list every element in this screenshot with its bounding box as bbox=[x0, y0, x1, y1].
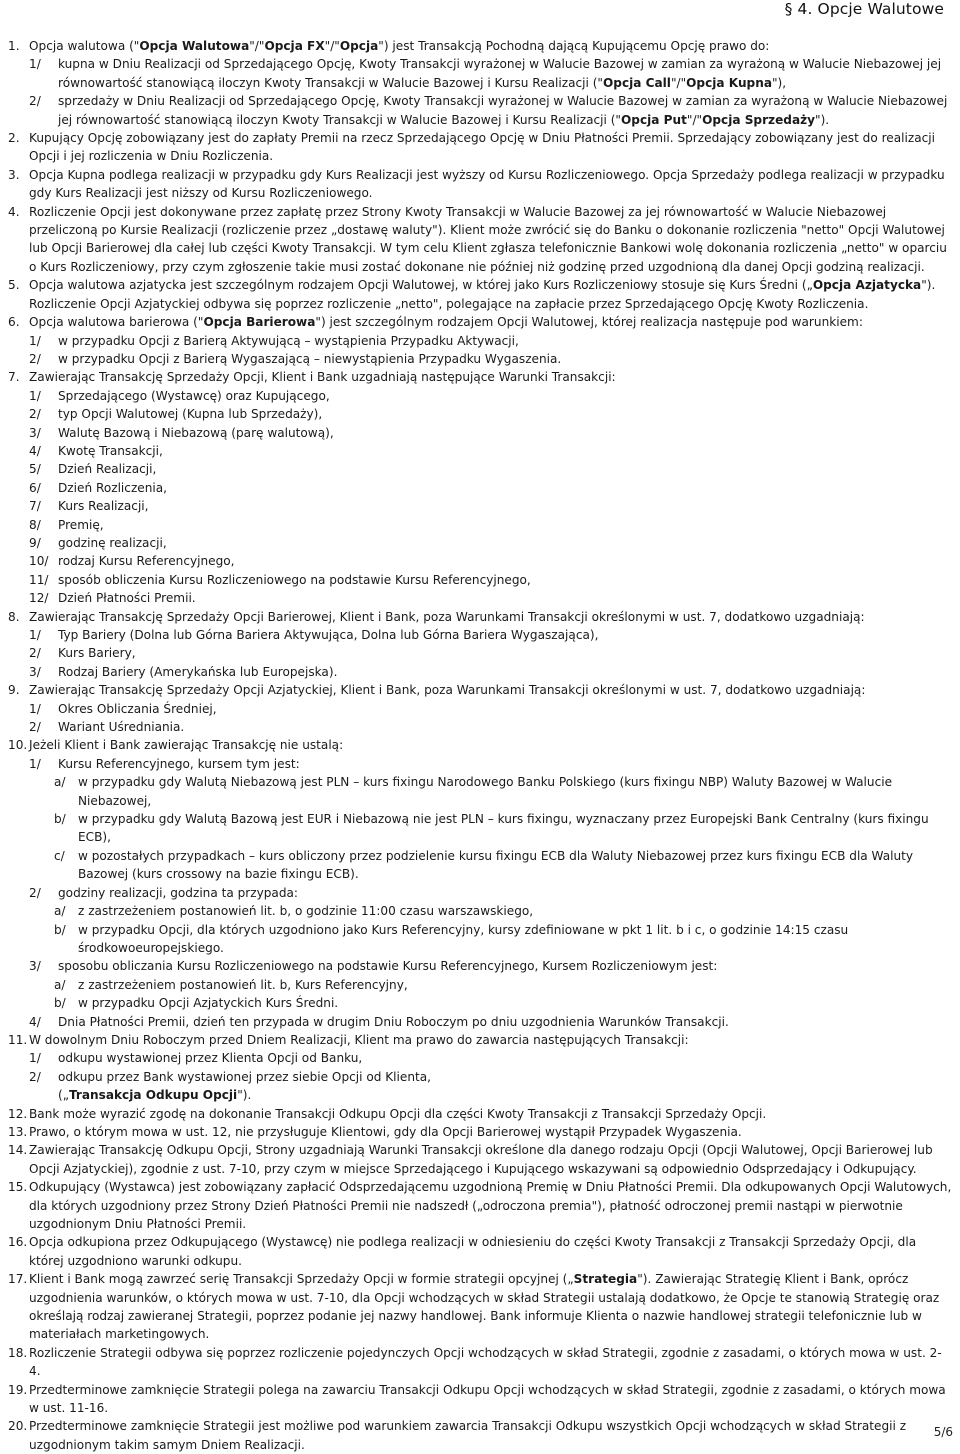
list-item: 1/ w przypadku Opcji z Barierą Aktywującą – wystąpienia Przypadku Aktywacji, bbox=[29, 333, 519, 348]
list-item: 4/ Dnia Płatności Premii, dzień ten przypada w drugim Dniu Roboczym po dniu uzgodnienia Warunków Transakcji. bbox=[29, 1014, 729, 1029]
list-item: 5/ Dzień Realizacji, bbox=[29, 462, 157, 477]
paragraph-16: 16. Opcja odkupiona przez Odkupującego (Wystawcę) nie podlega realizacji w odniesieniu do części Kwoty Transakcji z Transakcji Sprzedaży Opcji, dla której uzgodniono warunki odkupu. bbox=[8, 1235, 917, 1268]
sub-list-item: b/ w przypadku Opcji Azjatyckich Kurs Średni. bbox=[54, 996, 339, 1011]
list-item: 2/ Kurs Bariery, bbox=[29, 646, 136, 661]
paragraph-1-item-1: 1/ kupna w Dniu Realizacji od Sprzedającego Opcję, Kwoty Transakcji wyrażonej w Walucie Bazowej w zamian za wyrażoną w Walucie Niebazowej jej równowartość stanowiącą iloczyn Kwoty Transakcji w Walucie Bazowej i Kursu Realizacji ("Opcja Call"/"Opcja Kupna"), bbox=[29, 57, 942, 90]
list-item: 10/ rodzaj Kursu Referencyjnego, bbox=[29, 554, 235, 569]
list-item: 1/ Typ Bariery (Dolna lub Górna Bariera Aktywująca, Dolna lub Górna Bariera Wygaszająca), bbox=[29, 628, 599, 642]
list-item: 12/ Dzień Płatności Premii. bbox=[29, 591, 196, 606]
list-item: 3/ Walutę Bazową i Niebazową (parę walutową), bbox=[29, 425, 334, 440]
paragraph-6: 6. Opcja walutowa barierowa ("Opcja Barierowa") jest szczególnym rodzajem Opcji Walutowej, której realizacja następuje pod warunkiem: bbox=[8, 315, 863, 330]
list-item: 1/ Kursu Referencyjnego, kursem tym jest: bbox=[29, 756, 300, 771]
paragraph-10: 10. Jeżeli Klient i Bank zawierając Transakcję nie ustalą: bbox=[8, 738, 344, 753]
list-item: 6/ Dzień Rozliczenia, bbox=[29, 480, 168, 495]
sub-list-item: c/ w pozostałych przypadkach – kurs obliczony przez podzielenie kursu fixingu ECB dla Waluty Niebazowej przez kurs fixingu ECB dla Waluty Bazowej (kurs crossowy na bazie fixingu ECB). bbox=[54, 848, 914, 882]
paragraph-12: 12. Bank może wyrazić zgodę na dokonanie Transakcji Odkupu Opcji dla części Kwoty Transakcji z Transakcji Sprzedaży Opcji. bbox=[8, 1106, 767, 1121]
list-item: 8/ Premię, bbox=[29, 517, 104, 532]
paragraph-8: 8. Zawierając Transakcję Sprzedaży Opcji Barierowej, Klient i Bank, poza Warunkami Transakcji określonymi w ust. 7, dodatkowo uzgadniają: bbox=[8, 609, 865, 624]
paragraph-14: 14. Zawierając Transakcję Odkupu Opcji, Strony uzgadniają Warunki Transakcji określone dla danego rodzaju Opcji (Opcji Walutowej, Opcji Barierowej lub Opcji Azjatyckiej), zgodnie z ust. 7-10, przy czym w miejsce Sprzedającego i Kupującego wskazywani są odpowiednio Odsprzedający i Odkupujący. bbox=[8, 1143, 933, 1176]
list-item: 2/ typ Opcji Walutowej (Kupna lub Sprzedaży), bbox=[29, 407, 323, 422]
paragraph-5: 5. Opcja walutowa azjatycka jest szczególnym rodzajem Opcji Walutowej, w której jako Kurs Rozliczeniowy stosuje się Kurs Średni („Opcja Azjatycka"). Rozliczenie Opcji Azjatyckiej odbywa się poprzez rozliczenie „netto", polegające na zapłacie przez Sprzedającego Opcję Kwoty Rozliczenia. bbox=[8, 278, 936, 311]
paragraph-1: 1. Opcja walutowa ("Opcja Walutowa"/"Opcja FX"/"Opcja") jest Transakcją Pochodną dającą Kupującemu Opcję prawo do: bbox=[8, 37, 953, 55]
list-item: 2/ Wariant Uśredniania. bbox=[29, 720, 185, 735]
paragraph-13: 13. Prawo, o którym mowa w ust. 12, nie przysługuje Klientowi, gdy dla Opcji Barierowej wystąpił Przypadek Wygaszenia. bbox=[8, 1124, 742, 1139]
paragraph-9: 9. Zawierając Transakcję Sprzedaży Opcji Azjatyckiej, Klient i Bank, poza Warunkami Transakcji określonymi w ust. 7, dodatkowo uzgadniają: bbox=[8, 683, 866, 698]
list-item: 3/ Rodzaj Bariery (Amerykańska lub Europejska). bbox=[29, 664, 338, 679]
paragraph-7: 7. Zawierając Transakcję Sprzedaży Opcji, Klient i Bank uzgadniają następujące Warunki Transakcji: bbox=[8, 370, 616, 385]
list-item: 9/ godzinę realizacji, bbox=[29, 535, 167, 550]
paragraph-18: 18. Rozliczenie Strategii odbywa się poprzez rozliczenie pojedynczych Opcji wchodzących w skład Strategii, zgodnie z zasadami, o których mowa w ust. 2-4. bbox=[8, 1345, 942, 1379]
sub-list-item: a/ w przypadku gdy Walutą Niebazową jest PLN – kurs fixingu Narodowego Banku Polskiego (kurs fixingu NBP) Waluty Bazowej w Walucie Niebazowej, bbox=[54, 775, 893, 808]
list-item: 1/ Sprzedającego (Wystawcę) oraz Kupującego, bbox=[29, 388, 330, 403]
list-item: 4/ Kwotę Transakcji, bbox=[29, 443, 163, 458]
list-item: 7/ Kurs Realizacji, bbox=[29, 499, 149, 514]
sub-list-item: a/ z zastrzeżeniem postanowień lit. b, Kurs Referencyjny, bbox=[54, 977, 408, 992]
section-title: § 4. Opcje Walutowe bbox=[784, 0, 944, 18]
list-item: 2/ godziny realizacji, godzina ta przypada: bbox=[29, 885, 299, 900]
paragraph-17: 17. Klient i Bank mogą zawrzeć serię Transakcji Sprzedaży Opcji w formie strategii opcyjnej („Strategia"). Zawierając Strategię Klient i Bank, oprócz uzgodnienia warunków, o których mowa w ust. 7-10, dla Opcji wchodzących w skład Strategii ustalają dodatkowo, że Opcje te stanowią Strategię oraz określają rodzaj zawieranej Strategii, poprzez podanie jej nazwy handlowej. Bank informuje Klienta o nazwie handlowej strategii telefonicznie lub w materiałach marketingowych. bbox=[8, 1272, 940, 1342]
paragraph-15: 15. Odkupujący (Wystawca) jest zobowiązany zapłacić Odsprzedającemu uzgodnioną Premię w Dniu Płatności Premii. Dla odkupowanych Opcji Walutowych, dla których uzgodniony przez Strony Dzień Płatności Premii nie nadszedł („odroczona premia"), płatność odroczonej premii nastąpi w pierwotnie uzgodnionym Dniu Płatności Premii. bbox=[8, 1180, 952, 1231]
list-item: 2/ odkupu przez Bank wystawionej przez siebie Opcji od Klienta, („Transakcja Odkupu Opcji"). bbox=[29, 1069, 432, 1103]
list-item: 3/ sposobu obliczania Kursu Rozliczeniowego na podstawie Kursu Referencyjnego, Kursem Rozliczeniowym jest: bbox=[29, 959, 718, 974]
paragraph-2: 2. Kupujący Opcję zobowiązany jest do zapłaty Premii na rzecz Sprzedającego Opcję w Dniu Płatności Premii. Sprzedający zobowiązany jest do realizacji Opcji i jej rozliczenia w Dniu Rozliczenia. bbox=[8, 131, 936, 164]
sub-list-item: b/ w przypadku Opcji, dla których uzgodniono jako Kurs Referencyjny, kursy zdefiniowane w pkt 1 lit. b i c, o godzinie 14:15 czasu środkowoeuropejskiego. bbox=[54, 922, 849, 955]
paragraph-number: 1. bbox=[8, 39, 20, 53]
sub-list-item: b/ w przypadku gdy Walutą Bazową jest EUR i Niebazową nie jest PLN – kurs fixingu, wyznaczany przez Europejski Bank Centralny (kurs fixingu ECB), bbox=[54, 812, 929, 845]
list-item: 11/ sposób obliczenia Kursu Rozliczeniowego na podstawie Kursu Referencyjnego, bbox=[29, 572, 531, 587]
paragraph-20: 20. Przedterminowe zamknięcie Strategii jest możliwe pod warunkiem zawarcia Transakcji Odkupu wszystkich Opcji wchodzących w skład Strategii z uzgodnionym takim samym Dniem Realizacji. bbox=[8, 1419, 907, 1452]
page-number: 5/6 bbox=[933, 1425, 953, 1439]
list-item: 1/ Okres Obliczania Średniej, bbox=[29, 701, 217, 716]
sub-list-item: a/ z zastrzeżeniem postanowień lit. b, o godzinie 11:00 czasu warszawskiego, bbox=[54, 904, 534, 919]
document-body bbox=[8, 37, 953, 1454]
list-item: 2/ w przypadku Opcji z Barierą Wygaszającą – niewystąpienia Przypadku Wygaszenia. bbox=[29, 351, 562, 366]
paragraph-4: 4. Rozliczenie Opcji jest dokonywane przez zapłatę przez Strony Kwoty Transakcji w Walucie Bazowej za jej równowartość w Walucie Niebazowej przeliczoną po Kursie Realizacji (rozliczenie przez „dostawę waluty"). Klient może zwrócić się do Banku o dokonanie rozliczenia "netto" Opcji Walutowej lub Opcji Barierowej dla całej lub części Kwoty Transakcji. W tym celu Klient zgłasza telefonicznie Bankowi wolę dokonania rozliczenia „netto" w oparciu o Kurs Rozliczeniowy, przy czym zgłoszenie takie musi zostać dokonane nie później niż godzinę przed uzgodnioną dla danej Opcji godziną realizacji. bbox=[8, 204, 947, 274]
paragraph-11: 11. W dowolnym Dniu Roboczym przed Dniem Realizacji, Klient ma prawo do zawarcia następujących Transakcji: bbox=[8, 1032, 689, 1047]
paragraph-19: 19. Przedterminowe zamknięcie Strategii polega na zawarciu Transakcji Odkupu Opcji wchodzących w skład Strategii, zgodnie z zasadami, o których mowa w ust. 11-16. bbox=[8, 1382, 946, 1416]
list-item: 1/ odkupu wystawionej przez Klienta Opcji od Banku, bbox=[29, 1051, 363, 1066]
paragraph-1-item-2: 2/ sprzedaży w Dniu Realizacji od Sprzedającego Opcję, Kwoty Transakcji wyrażonej w Walucie Bazowej w zamian za wyrażoną w Walucie Niebazowej jej równowartość stanowiącą iloczyn Kwoty Transakcji w Walucie Bazowej i Kursu Realizacji ("Opcja Put"/"Opcja Sprzedaży"). bbox=[29, 94, 948, 127]
paragraph-3: 3. Opcja Kupna podlega realizacji w przypadku gdy Kurs Realizacji jest wyższy od Kursu Rozliczeniowego. Opcja Sprzedaży podlega realizacji w przypadku gdy Kurs Realizacji jest niższy od Kursu Rozliczeniowego. bbox=[8, 167, 945, 201]
